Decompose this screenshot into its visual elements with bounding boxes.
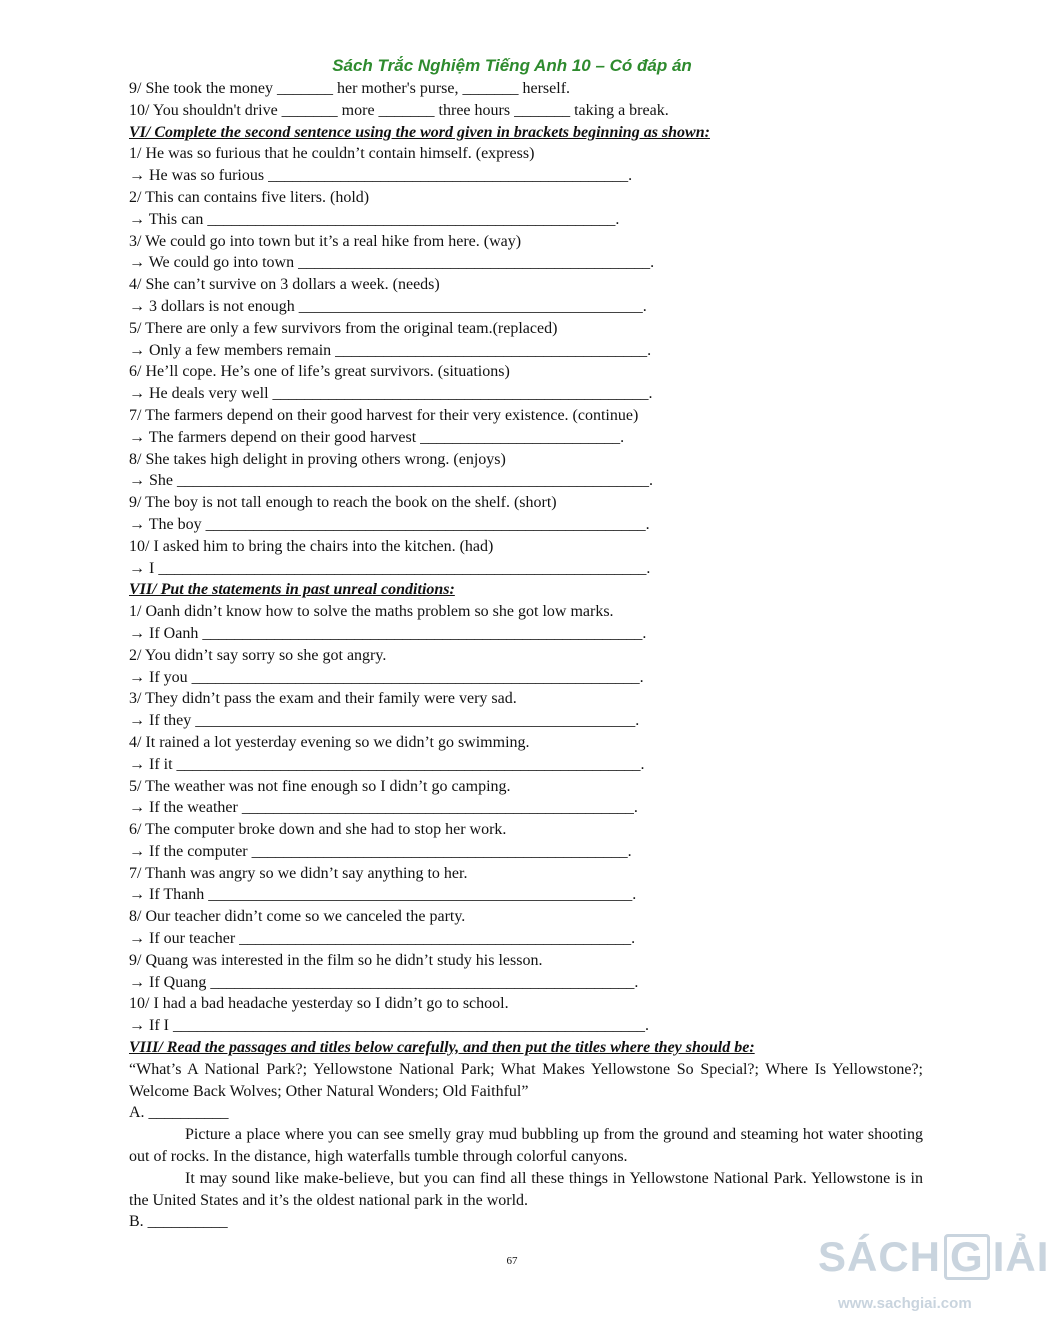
exercise-line: 7/ Thanh was angry so we didn’t say anything to her.: [129, 864, 468, 882]
exercise-line: 2/ You didn’t say sorry so she got angry.: [129, 646, 387, 664]
answer-line: → 3 dollars is not enough ___________________________________________.: [129, 297, 647, 315]
exercise-line: 8/ She takes high delight in proving others wrong. (enjoys): [129, 450, 506, 468]
answer-line: → If I ___________________________________________________________.: [129, 1017, 649, 1035]
logo-text-left: SÁCH: [818, 1233, 942, 1280]
exercise-line: 8/ Our teacher didn’t come so we canceled the party.: [129, 908, 466, 926]
answer-line: → Only a few members remain _______________________________________.: [129, 341, 652, 359]
exercise-line: 9/ Quang was interested in the film so he didn’t study his lesson.: [129, 951, 543, 969]
exercise-line: 10/ You shouldn't drive _______ more _______ three hours _______ taking a break.: [129, 101, 669, 119]
answer-line: → The farmers depend on their good harvest _________________________.: [129, 428, 625, 446]
exercise-line: 6/ He’ll cope. He’s one of life’s great survivors. (situations): [129, 363, 510, 381]
exercise-line: 5/ The weather was not fine enough so I didn’t go camping.: [129, 777, 511, 795]
answer-line: → I _____________________________________________________________.: [129, 559, 651, 577]
answer-line: → He was so furious _____________________________________________.: [129, 167, 633, 185]
exercise-line: 10/ I asked him to bring the chairs into the kitchen. (had): [129, 537, 494, 555]
answer-line: → If our teacher _________________________________________________.: [129, 930, 636, 948]
answer-line: → If Quang _____________________________________________________.: [129, 973, 639, 991]
page-number: 67: [506, 1255, 518, 1267]
answer-line: → If the weather _________________________________________________.: [129, 799, 638, 817]
exercise-line: 2/ This can contains five liters. (hold): [129, 188, 370, 206]
section-7-lines: [129, 601, 929, 1037]
passage-paragraph: It may sound like make-believe, but you can find all these things in Yellowstone National Park. Yellowstone is in the United States and it’s the oldest national park in the world.: [129, 1169, 923, 1209]
passage-label-b: B. __________: [129, 1213, 228, 1231]
logo-text-right: IẢI: [992, 1233, 1049, 1280]
exercise-line: 6/ The computer broke down and she had to stop her work.: [129, 821, 507, 839]
passage-label-a: A. __________: [129, 1104, 229, 1122]
exercise-line: 3/ They didn’t pass the exam and their family were very sad.: [129, 690, 517, 708]
answer-line: → We could go into town ____________________________________________.: [129, 254, 655, 272]
section-6-lines: [129, 143, 929, 579]
exercise-line: 1/ Oanh didn’t know how to solve the maths problem so she got low marks.: [129, 603, 614, 621]
exercise-line: 3/ We could go into town but it’s a real hike from here. (way): [129, 232, 522, 250]
exercise-line: 9/ The boy is not tall enough to reach the book on the shelf. (short): [129, 494, 557, 512]
answer-line: → If you ________________________________________________________.: [129, 668, 644, 686]
logo-g-box: G: [944, 1234, 990, 1280]
section-6-heading: VI/ Complete the second sentence using the word given in brackets beginning as shown:: [129, 123, 710, 141]
answer-line: → This can ___________________________________________________.: [129, 210, 620, 228]
passage-paragraph: Picture a place where you can see smelly gray mud bubbling up from the ground and steaming hot water shooting out of rocks. In the distance, high waterfalls tumble through colorful canyons.: [129, 1126, 923, 1166]
answer-line: → If the computer _______________________________________________.: [129, 842, 632, 860]
watermark-url: www.sachgiai.com: [838, 1295, 972, 1312]
exercise-line: 5/ There are only a few survivors from the original team.(replaced): [129, 319, 558, 337]
section-8-heading: VIII/ Read the passages and titles below carefully, and then put the titles where they should be:: [129, 1039, 755, 1057]
exercise-line: 4/ She can’t survive on 3 dollars a week. (needs): [129, 276, 440, 294]
exercise-line: 7/ The farmers depend on their good harvest for their very existence. (continue): [129, 406, 639, 424]
answer-line: → If it __________________________________________________________.: [129, 755, 645, 773]
exercise-line: 9/ She took the money _______ her mother's purse, _______ herself.: [129, 80, 571, 97]
section-7-heading: VII/ Put the statements in past unreal conditions:: [129, 581, 455, 599]
exercise-line: 10/ I had a bad headache yesterday so I didn’t go to school.: [129, 995, 509, 1013]
answer-line: → The boy _______________________________________________________.: [129, 515, 650, 533]
watermark-logo: [818, 1232, 1049, 1282]
answer-line: → He deals very well _______________________________________________.: [129, 385, 653, 403]
exercise-line: 1/ He was so furious that he couldn’t contain himself. (express): [129, 145, 535, 163]
titles-list: “What’s A National Park?; Yellowstone National Park; What Makes Yellowstone So Special?; Where Is Yellowstone?; Welcome Back Wolves; Other Natural Wonders; Old Faithful”: [129, 1060, 923, 1100]
exercise-line: 4/ It rained a lot yesterday evening so we didn’t go swimming.: [129, 733, 530, 751]
answer-line: → If Oanh _______________________________________________________.: [129, 624, 647, 642]
answer-line: → If Thanh _____________________________________________________.: [129, 886, 637, 904]
page-content: [129, 78, 929, 1233]
page-header: Sách Trắc Nghiệm Tiếng Anh 10 – Có đáp án: [332, 56, 692, 75]
answer-line: → If they _______________________________________________________.: [129, 712, 640, 730]
answer-line: → She ___________________________________________________________.: [129, 472, 653, 490]
